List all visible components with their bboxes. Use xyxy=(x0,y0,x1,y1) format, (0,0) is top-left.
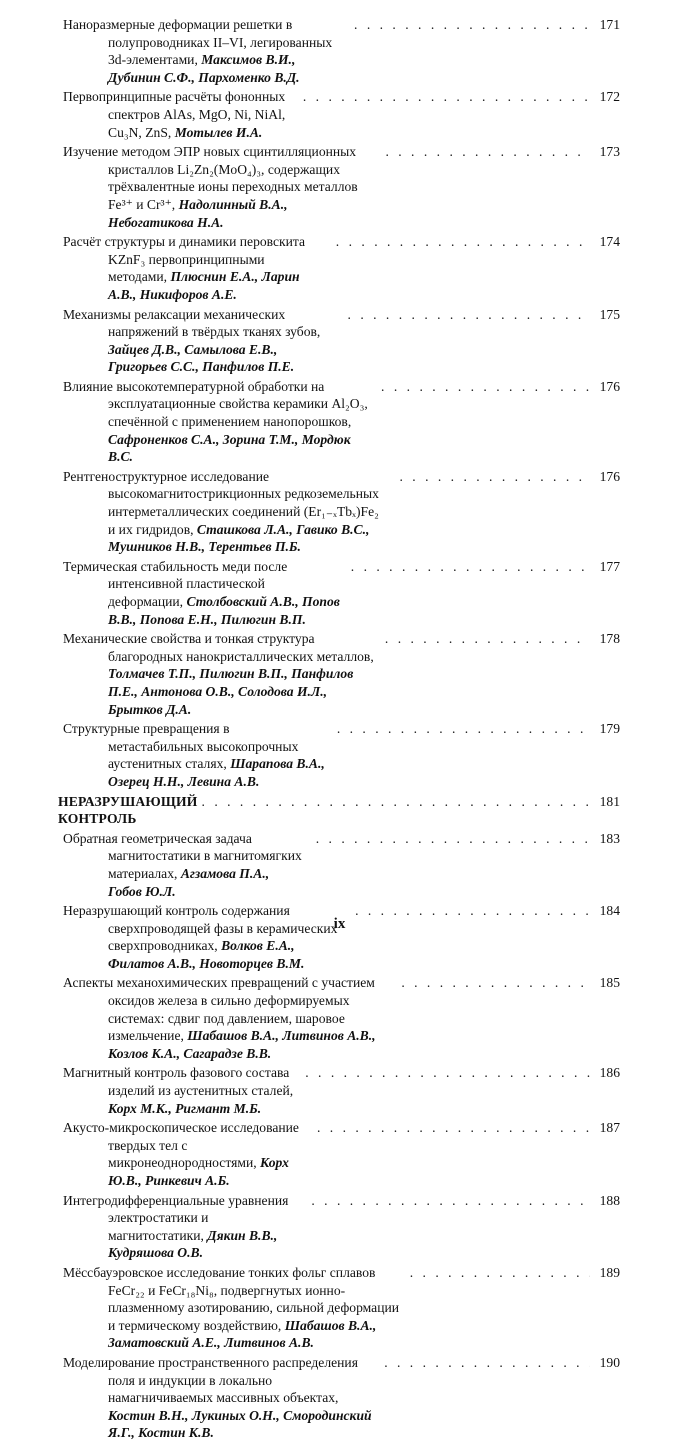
entry-title: Первопринципные расчёты фононных спектров AlAs, MgO, Ni, NiAl, Cu₃N, ZnS, xyxy=(63,89,286,140)
entry-authors: Корх М.К., Ригмант М.Б. xyxy=(108,1100,262,1116)
entry-page: 177 xyxy=(599,558,620,574)
entry-title: Механические свойства и тонкая структура благородных нанокристаллических металлов, xyxy=(63,631,374,664)
table-of-contents xyxy=(58,16,620,1444)
entry-title: Термическая стабильность меди после интенсивной пластической деформации, xyxy=(63,558,288,609)
entry-page: 184 xyxy=(599,903,620,919)
entry-page: 172 xyxy=(599,89,620,105)
entry-title: Влияние высокотемпературной обработки на эксплуатационные свойства керамики Al₂O₃, спечённой с применением нанопорошков, xyxy=(63,378,368,430)
toc-entry xyxy=(58,1354,620,1442)
entry-page: 188 xyxy=(599,1192,620,1208)
entry-title: Обратная геометрическая задача магнитостатики в магнитомягких материалах, xyxy=(63,830,302,881)
dot-leader xyxy=(299,1064,590,1082)
entry-authors: Толмачев Т.П., Пилюгин В.П., Панфилов П.Е., Антонова О.В., Солодова И.Л., Брытков Д.А. xyxy=(108,666,354,717)
entry-title: Неразрушающий контроль содержания сверхпроводящей фазы в керамических сверхпроводниках, xyxy=(63,903,338,954)
toc-entry xyxy=(58,830,620,900)
toc-entry xyxy=(58,1064,620,1117)
entry-page: 183 xyxy=(599,830,620,846)
toc-entry xyxy=(58,1264,620,1352)
entry-title: Механизмы релаксации механических напряжений в твёрдых тканях зубов, xyxy=(63,306,321,340)
dot-leader xyxy=(375,378,590,396)
toc-entry xyxy=(58,630,620,718)
entry-authors: Мотылев И.А. xyxy=(174,124,263,140)
dot-leader xyxy=(331,720,590,738)
entry-page: 173 xyxy=(599,144,620,160)
entry-page: 185 xyxy=(599,975,620,991)
dot-leader xyxy=(393,468,590,486)
dot-leader xyxy=(297,88,590,106)
dot-leader xyxy=(311,1119,590,1137)
dot-leader xyxy=(310,830,590,848)
entry-authors: Агзамова П.А., Гобов Ю.Л. xyxy=(108,865,270,899)
dot-leader xyxy=(348,16,590,34)
section-heading xyxy=(58,793,620,828)
entry-authors: Плюснин Е.А., Ларин А.В., Никифоров А.Е. xyxy=(108,269,300,302)
entry-authors: Корх Ю.В., Ринкевич А.Б. xyxy=(108,1155,289,1188)
entry-authors: Сафроненков С.А., Зорина Т.М., Мордюк В.С. xyxy=(108,431,351,465)
entry-title: Структурные превращения в метастабильных высокопрочных аустенитных сталях, xyxy=(63,721,299,772)
dot-leader xyxy=(395,974,590,992)
toc-entry xyxy=(58,720,620,790)
toc-entry xyxy=(58,88,620,141)
entry-authors: Дякин В.В., Кудряшова О.В. xyxy=(108,1227,278,1261)
entry-title: Наноразмерные деформации решетки в полупроводниках II–VI, легированных 3d-элементами, xyxy=(63,17,333,68)
section-title: НЕРАЗРУШАЮЩИЙ КОНТРОЛЬ xyxy=(58,793,198,827)
entry-authors: Костин В.Н., Лукиных О.Н., Смородинский Я.Г., Костин К.В. xyxy=(108,1407,372,1441)
toc-entry xyxy=(58,902,620,972)
entry-page: 176 xyxy=(599,468,620,484)
dot-leader xyxy=(202,793,590,811)
toc-entry xyxy=(58,16,620,86)
toc-entry xyxy=(58,468,620,556)
dot-leader xyxy=(378,1354,590,1372)
dot-leader xyxy=(379,630,590,648)
toc-entry xyxy=(58,1119,620,1189)
toc-entry xyxy=(58,233,620,303)
entry-page: 179 xyxy=(599,721,620,737)
entry-page: 190 xyxy=(599,1354,620,1370)
entry-title: Изучение методом ЭПР новых сцинтилляционных кристаллов Li₂Zn₂(MoO₄)₃, содержащих трёхвалентные ионы переходных металлов Fe³⁺ и Cr³⁺, xyxy=(63,144,358,212)
entry-title: Моделирование пространственного распределения поля и индукции в локально намагничиваемых массивных объектах, xyxy=(63,1354,358,1406)
entry-title: Рентгеноструктурное исследование высокомагнитострикционных редкоземельных интерметаллических соединений (Er₁₋ₓTbₓ)Fe₂ и их гидридов, xyxy=(63,468,379,537)
entry-title: Магнитный контроль фазового состава изделий из аустенитных сталей, xyxy=(63,1065,294,1099)
dot-leader xyxy=(404,1264,590,1282)
entry-title: Интегродифференциальные уравнения электростатики и магнитостатики, xyxy=(63,1192,289,1243)
entry-title: Аспекты механохимических превращений с участием оксидов железа в сильно деформируемых системах: сдвиг под давлением, шаровое измельчение, xyxy=(63,975,375,1044)
entry-authors: Шабашов В.А., Заматовский А.Е., Литвинов А.В. xyxy=(108,1317,377,1351)
entry-authors: Зайцев Д.В., Самылова Е.В., Григорьев С.С., Панфилов П.Е. xyxy=(108,341,295,375)
entry-authors: Столбовский А.В., Попов В.В., Попова Е.Н., Пилюгин В.П. xyxy=(108,594,340,627)
page-number: ix xyxy=(333,916,346,932)
entry-title: Акусто-микроскопическое исследование твердых тел с микронеоднородностями, xyxy=(63,1120,299,1171)
toc-entry xyxy=(58,1192,620,1262)
entry-page: 171 xyxy=(599,17,620,32)
dot-leader xyxy=(345,558,590,576)
entry-page: 189 xyxy=(599,1264,620,1280)
dot-leader xyxy=(341,306,590,324)
dot-leader xyxy=(330,233,590,251)
entry-authors: Максимов В.И., Дубинин С.Ф., Пархоменко В.Д. xyxy=(108,52,300,85)
entry-page: 176 xyxy=(599,378,620,394)
toc-entry xyxy=(58,143,620,231)
entry-authors: Надолинный В.А., Небогатикова Н.А. xyxy=(108,196,288,230)
dot-leader xyxy=(379,143,590,161)
entry-page: 187 xyxy=(599,1120,620,1136)
entry-title: Расчёт структуры и динамики перовскита KZnF₃ первопринципными методами, xyxy=(63,234,306,285)
toc-entry xyxy=(58,306,620,376)
entry-page: 178 xyxy=(599,631,620,647)
entry-page: 174 xyxy=(599,234,620,250)
section-page: 181 xyxy=(599,793,620,809)
dot-leader xyxy=(305,1192,590,1210)
toc-entry xyxy=(58,378,620,466)
entry-authors: Сташкова Л.А., Гавико В.С., Мушников Н.В., Терентьев П.Б. xyxy=(108,521,370,555)
toc-entry xyxy=(58,974,620,1062)
toc-entry xyxy=(58,558,620,628)
entry-authors: Шабашов В.А., Литвинов А.В., Козлов К.А., Сагарадзе В.В. xyxy=(108,1028,376,1061)
entry-page: 175 xyxy=(599,306,620,322)
entry-authors: Волков Е.А., Филатов А.В., Новоторцев В.М. xyxy=(108,938,305,971)
entry-authors: Шарапова В.А., Озерец Н.Н., Левина А.В. xyxy=(108,756,325,789)
entry-title: Мёссбауэровское исследование тонких фольг сплавов FeCr₂₂ и FeCr₁₈Ni₈, подвергнутых ионно-плазменному азотированию, сильной деформации и термическому воздействию, xyxy=(63,1264,400,1333)
entry-page: 186 xyxy=(599,1065,620,1081)
